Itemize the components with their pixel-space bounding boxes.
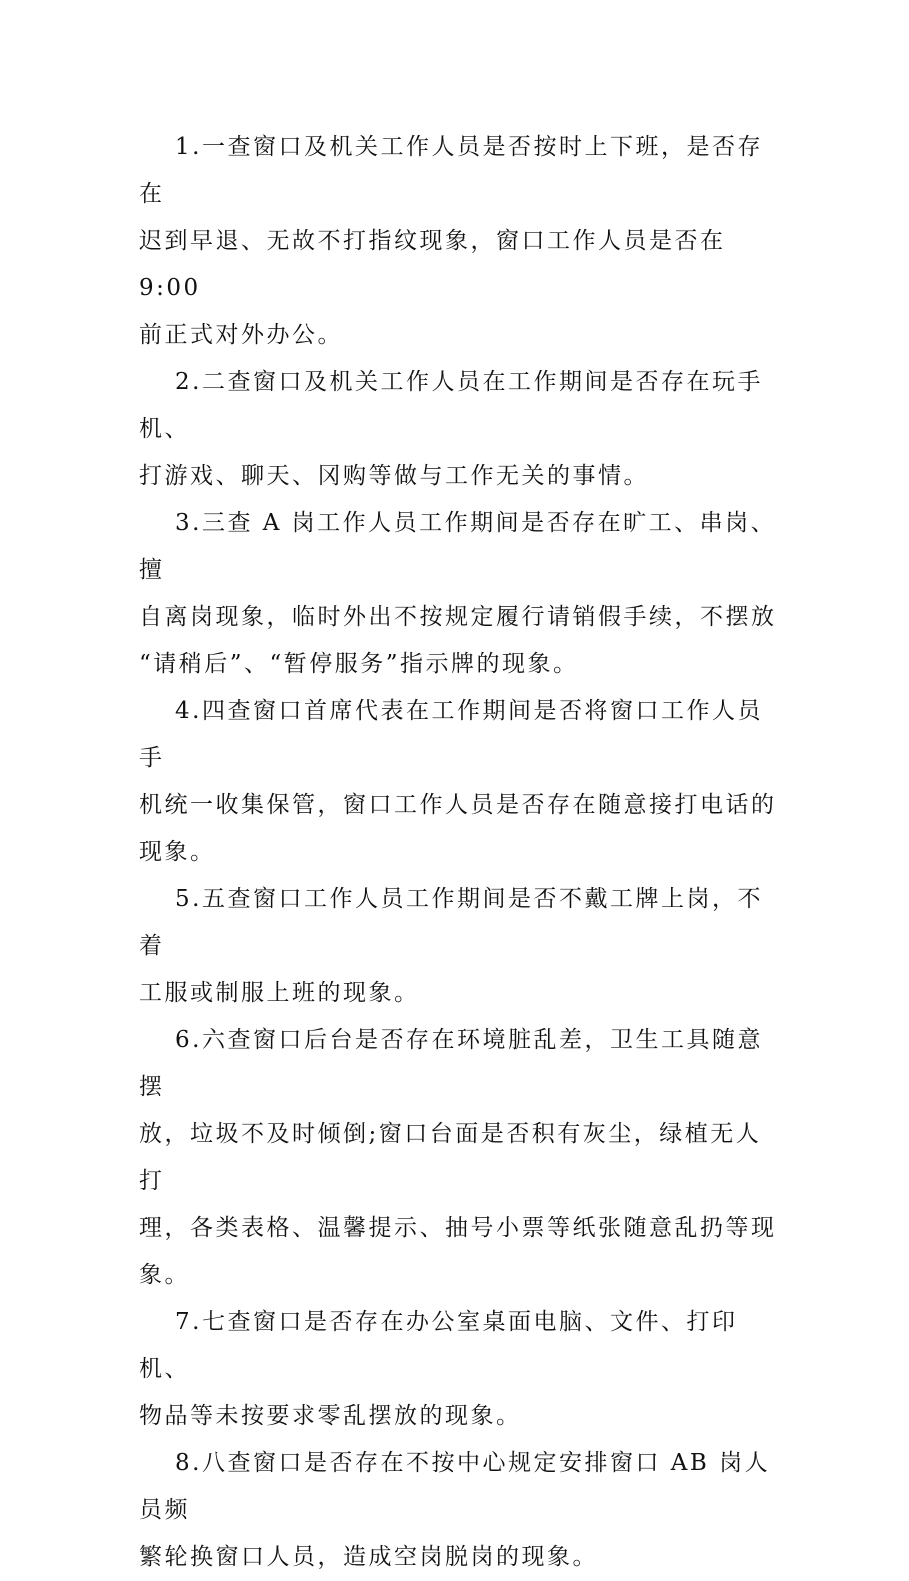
paragraph-4: 4.四查窗口首席代表在工作期间是否将窗口工作人员手 机统一收集保管，窗口工作人员是否存在随意接打电话的 现象。 [139,698,777,865]
paragraph-2: 2.二查窗口及机关工作人员在工作期间是否存在玩手机、 打游戏、聊天、冈购等做与工作无关的事情。 [139,369,763,489]
paragraph-3: 3.三查 A 岗工作人员工作期间是否存在旷工、串岗、擅 自离岗现象，临时外出不按规定履行请销假手续，不摆放 “请稍后”、“暂停服务”指示牌的现象。 [139,510,777,677]
paragraph-7: 7.七查窗口是否存在办公室桌面电脑、文件、打印机、 物品等未按要求零乱摆放的现象。 [139,1309,738,1429]
document-body [139,124,779,1581]
paragraph-6: 6.六查窗口后台是否存在环境脏乱差，卫生工具随意摆 放，垃圾不及时倾倒;窗口台面是否积有灰尘，绿植无人打 理，各类表格、温馨提示、抽号小票等纸张随意乱扔等现 象。 [139,1027,777,1288]
paragraph-1: 1.一查窗口及机关工作人员是否按时上下班，是否存在 迟到早退、无故不打指纹现象，窗口工作人员是否在 9:00 前正式对外办公。 [139,134,763,348]
paragraph-5: 5.五查窗口工作人员工作期间是否不戴工牌上岗，不着 工服或制服上班的现象。 [139,886,763,1006]
paragraph-8: 8.八查窗口是否存在不按中心规定安排窗口 AB 岗人员频 繁轮换窗口人员，造成空岗脱岗的现象。 [139,1450,771,1570]
